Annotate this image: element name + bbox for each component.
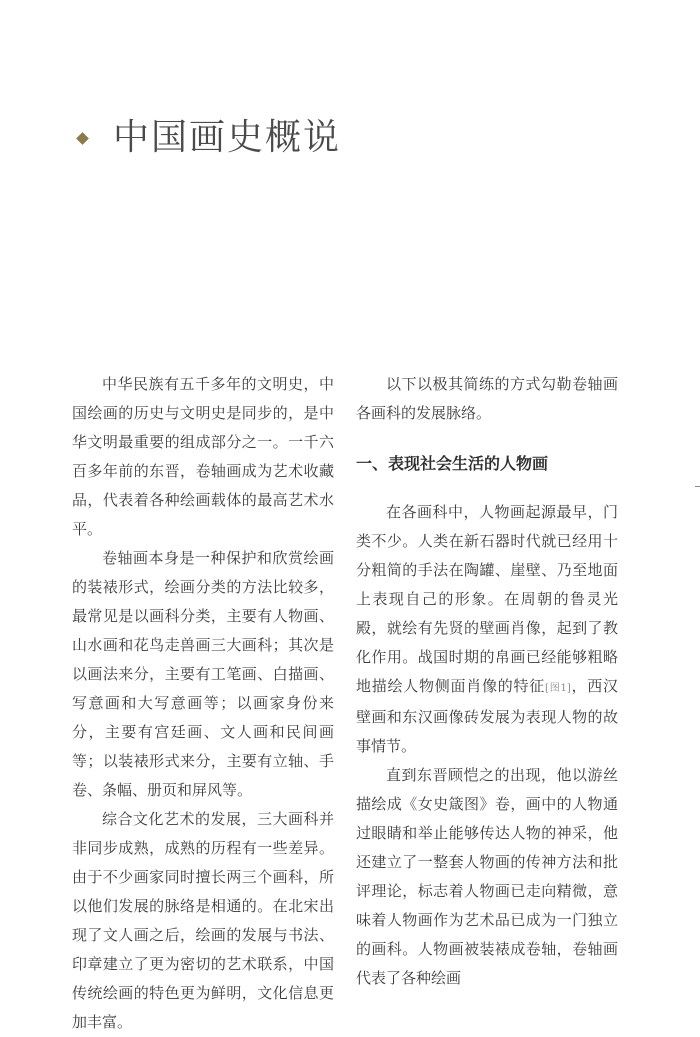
page-edge-mark: [695, 486, 700, 487]
section-heading: 一、表现社会生活的人物画: [356, 454, 549, 473]
title-block: [78, 112, 341, 164]
paragraph-gu-kaizhi: 直到东晋顾恺之的出现，他以游丝描绘成《女史箴图》卷，画中的人物通过眼睛和举止能够传达人物的神采，他还建立了一整套人物画的传神方法和批评理论，标志着人物画已走向精微，意味着人物画作为艺术品已成为一门独立的画科。人物画被装裱成卷轴，卷轴画代表了各种绘画: [356, 766, 618, 987]
diamond-bullet-icon: [76, 132, 89, 145]
paragraph-development: 综合文化艺术的发展，三大画科并非同步成熟，成熟的历程有一些差异。由于不少画家同时擅长两三个画科，所以他们发展的脉络是相通的。在北宋出现了文人画之后，绘画的发展与书法、印章建立了更为密切的艺术联系，中国传统绘画的特色更为鲜明，文化信息更加丰富。: [72, 810, 334, 1031]
page-title: 中国画史概说: [113, 117, 342, 158]
text-after-ref: ，西汉壁画和东汉画像砖发展为表现人物的故事情节。: [356, 677, 618, 755]
right-column: [356, 370, 618, 993]
paragraph-scroll-painting: 卷轴画本身是一种保护和欣赏绘画的装裱形式，绘画分类的方法比较多，最常见是以画科分类，主要有人物画、山水画和花鸟走兽画三大画科；其次是以画法来分，主要有工笔画、白描画、写意画和大写意画等；以画家身份来分，主要有宫廷画、文人画和民间画等；以装裱形式来分，主要有立轴、手卷、条幅、册页和屏风等。: [72, 549, 334, 799]
text-before-ref: 在各画科中，人物画起源最早，门类不少。人类在新石器时代就已经用十分粗简的手法在陶罐、崖壁、乃至地面上表现自己的形象。在周朝的鲁灵光殿，就绘有先贤的壁画肖像，起到了教化作用。战国时期的帛画已经能够粗略地描绘人物侧面肖像的特征: [356, 503, 618, 695]
figure-reference: [图1]: [545, 683, 571, 694]
paragraph-figure-painting: [356, 498, 618, 761]
left-column: [72, 370, 334, 1037]
paragraph-intro: 中华民族有五千多年的文明史，中国绘画的历史与文明史是同步的，是中华文明最重要的组成部分之一。一千六百多年前的东晋，卷轴画成为艺术收藏品，代表着各种绘画载体的最高艺术水平。: [72, 375, 334, 538]
paragraph-outline: 以下以极其简练的方式勾勒卷轴画各画科的发展脉络。: [356, 375, 618, 422]
